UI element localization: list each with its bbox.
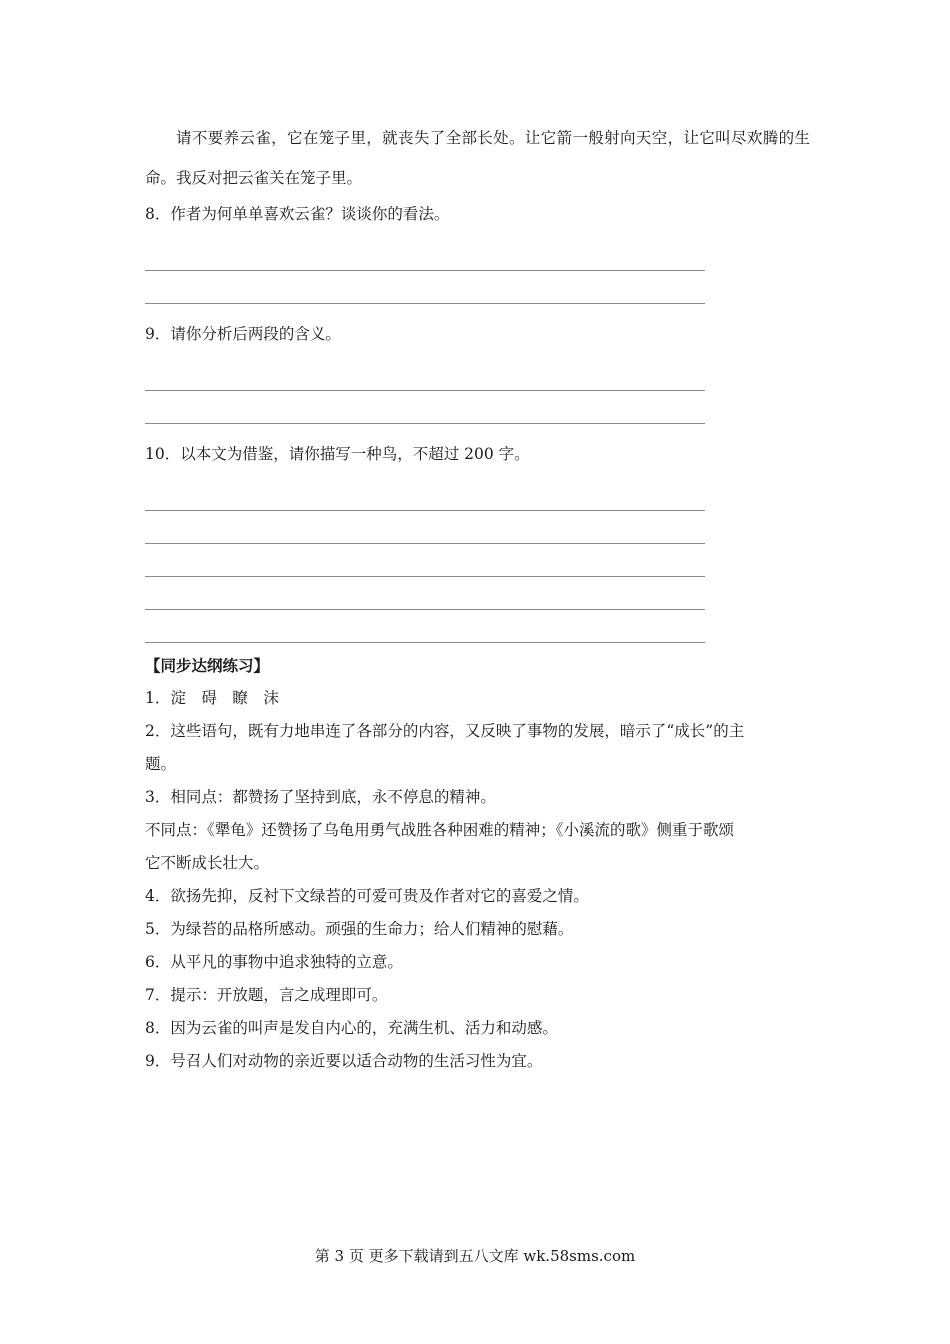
question-9: 9．请你分析后两段的含义。 — [145, 325, 341, 343]
answer-line — [145, 391, 705, 424]
exercise-answer-3: 3．相同点：都赞扬了坚持到底，永不停息的精神。 — [145, 788, 496, 806]
answer-line — [145, 511, 705, 544]
page-footer: 第 3 页 更多下载请到五八文库 wk.58sms.com — [314, 1247, 636, 1265]
answer-area-q9 — [145, 351, 810, 424]
passage-line-1: 请不要养云雀，它在笼子里，就丧失了全部长处。让它箭一般射向天空，让它叫尽欢 — [176, 129, 763, 147]
page-content — [145, 118, 810, 1078]
passage-line-2: 腾的生命。我反对把云雀关在笼子里。 — [145, 129, 810, 187]
answer-line — [145, 238, 705, 271]
exercise-answer-3b-line-2: 它不断成长壮大。 — [145, 854, 270, 872]
exercise-answer-1: 1．淀 碍 瞭 沫 — [145, 689, 279, 707]
answer-line — [145, 271, 705, 304]
exercise-answer-3b-line-1: 不同点：《犟龟》还赞扬了乌龟用勇气战胜各种困难的精神；《小溪流的歌》侧重于歌颂 — [145, 821, 735, 839]
answer-area-q10 — [145, 471, 810, 643]
exercise-answer-6: 6．从平凡的事物中追求独特的立意。 — [145, 953, 403, 971]
question-10: 10．以本文为借鉴，请你描写一种鸟，不超过 200 字。 — [145, 445, 530, 463]
answer-line — [145, 610, 705, 643]
exercise-answer-8: 8．因为云雀的叫声是发自内心的，充满生机、活力和动感。 — [145, 1019, 558, 1037]
question-8: 8．作者为何单单喜欢云雀？谈谈你的看法。 — [145, 205, 450, 223]
exercise-answer-7: 7．提示：开放题，言之成理即可。 — [145, 986, 388, 1004]
exercise-answer-9: 9．号召人们对动物的亲近要以适合动物的生活习性为宜。 — [145, 1052, 543, 1070]
exercise-answer-4: 4．欲扬先抑，反衬下文绿苔的可爱可贵及作者对它的喜爱之情。 — [145, 887, 589, 905]
exercise-answer-2-line-2: 题。 — [145, 755, 177, 773]
answer-line — [145, 577, 705, 610]
answer-area-q8 — [145, 231, 810, 304]
passage-paragraph — [145, 118, 810, 198]
exercise-section-title: 【同步达纲练习】 — [145, 656, 270, 675]
answer-line — [145, 478, 705, 511]
exercise-answer-5: 5．为绿苔的品格所感动。顽强的生命力；给人们精神的慰藉。 — [145, 920, 574, 938]
answer-line — [145, 358, 705, 391]
exercise-answer-2-line-1: 2．这些语句，既有力地串连了各部分的内容，又反映了事物的发展，暗示了“成长”的主 — [145, 722, 745, 740]
answer-line — [145, 544, 705, 577]
